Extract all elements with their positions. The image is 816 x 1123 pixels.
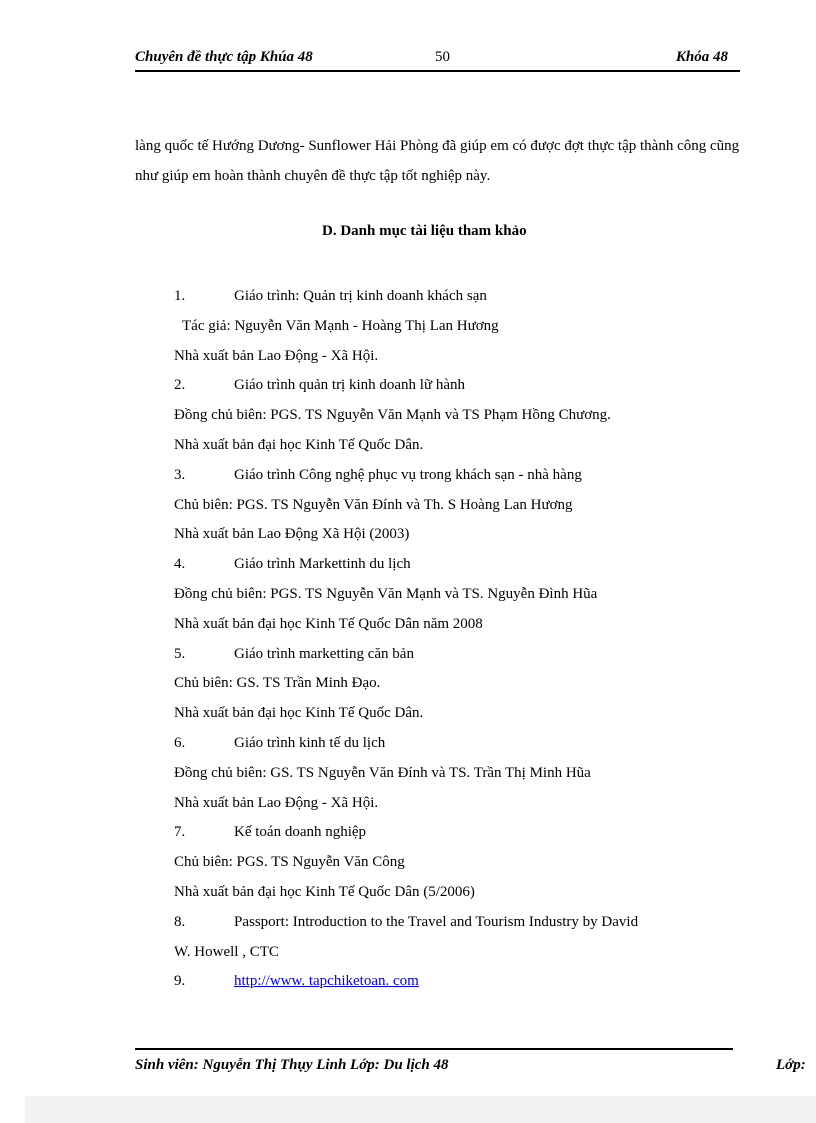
reference-number: 5. (174, 645, 186, 662)
reference-detail: Nhà xuất bản đại học Kinh Tế Quốc Dân. (174, 436, 424, 453)
reference-title-line (174, 908, 740, 938)
reference-number: 9. (174, 973, 186, 990)
reference-number: 3. (174, 466, 186, 483)
reference-item (174, 461, 740, 550)
reference-item (174, 967, 740, 997)
intro-paragraph: làng quốc tế Hướng Dương- Sunflower Hải Phòng đã giúp em có được đợt thực tập thành công cũng như giúp em hoàn thành chuyên đề thực tập tốt nghiệp này. (135, 138, 740, 184)
reference-number: 7. (174, 824, 186, 841)
reference-link[interactable]: http://www. tapchiketoan. com (234, 973, 419, 990)
reference-detail: Nhà xuất bản Lao Động - Xã Hội. (174, 347, 379, 364)
reference-number: 6. (174, 734, 186, 751)
reference-detail: Nhà xuất bản đại học Kinh Tế Quốc Dân (5/2006) (174, 883, 475, 900)
footer-student: Sinh viên: Nguyễn Thị Thụy Linh Lớp: Du lịch 48 (135, 1057, 449, 1073)
reference-number: 1. (174, 288, 186, 304)
footer-rule (135, 1048, 733, 1050)
reference-list (174, 282, 740, 997)
reference-title-line (174, 818, 740, 848)
reference-item (174, 550, 740, 639)
reference-item (174, 371, 740, 460)
reference-detail: Đồng chủ biên: PGS. TS Nguyễn Văn Mạnh và TS. Nguyễn Đình Hũa (174, 585, 598, 602)
reference-number: 8. (174, 913, 186, 930)
page-bottom-shadow (25, 1096, 816, 1123)
reference-item (174, 729, 740, 818)
reference-title: Giáo trình: Quản trị kinh doanh khách sạn (234, 288, 487, 304)
reference-title: Giáo trình kinh tế du lịch (234, 734, 386, 751)
reference-title-line (174, 371, 740, 401)
reference-title-line (174, 729, 740, 759)
reference-detail: Chủ biên: PGS. TS Nguyễn Văn Công (174, 854, 405, 871)
reference-title-line (174, 967, 740, 997)
reference-title-line (174, 550, 740, 580)
reference-detail: Tác giả: Nguyễn Văn Mạnh - Hoàng Thị Lan Hương (182, 317, 499, 334)
page-header (135, 48, 740, 72)
footer-class-label: Lớp: (776, 1057, 806, 1073)
reference-title: Kế toán doanh nghiệp (234, 824, 367, 841)
reference-detail: Nhà xuất bản đại học Kinh Tế Quốc Dân năm 2008 (174, 615, 483, 632)
reference-detail: Đồng chủ biên: PGS. TS Nguyễn Văn Mạnh và TS Phạm Hồng Chương. (174, 407, 611, 424)
reference-title: Passport: Introduction to the Travel and Tourism Industry by David (234, 913, 639, 930)
header-course: Khóa 48 (675, 49, 728, 65)
reference-title-line (174, 640, 740, 670)
reference-item (174, 818, 740, 907)
reference-title: Giáo trình marketting căn bản (234, 645, 414, 662)
reference-number: 4. (174, 556, 186, 573)
reference-detail: Nhà xuất bản Lao Động Xã Hội (2003) (174, 526, 410, 543)
reference-item (174, 282, 740, 371)
section-title: D. Danh mục tài liệu tham khảo (322, 223, 527, 239)
reference-detail: Nhà xuất bản Lao Động - Xã Hội. (174, 794, 379, 811)
reference-detail: Chủ biên: GS. TS Trần Minh Đạo. (174, 675, 381, 692)
reference-title-line (174, 282, 740, 312)
reference-detail: Chủ biên: PGS. TS Nguyễn Văn Đính và Th. S Hoàng Lan Hương (174, 496, 573, 513)
reference-detail: Đồng chủ biên: GS. TS Nguyễn Văn Đính và TS. Trần Thị Minh Hũa (174, 764, 591, 781)
header-title: Chuyên đề thực tập Khúa 48 (135, 49, 313, 65)
page-number: 50 (435, 49, 450, 65)
reference-detail: Nhà xuất bản đại học Kinh Tế Quốc Dân. (174, 705, 424, 722)
reference-item (174, 908, 740, 968)
reference-number: 2. (174, 377, 186, 394)
reference-title: Giáo trình Công nghệ phục vụ trong khách sạn - nhà hàng (234, 466, 582, 483)
reference-item (174, 640, 740, 729)
reference-detail: W. Howell , CTC (174, 943, 279, 960)
reference-title-line (174, 461, 740, 491)
reference-title: Giáo trình quản trị kinh doanh lữ hành (234, 377, 466, 394)
reference-title: Giáo trình Markettinh du lịch (234, 556, 411, 573)
